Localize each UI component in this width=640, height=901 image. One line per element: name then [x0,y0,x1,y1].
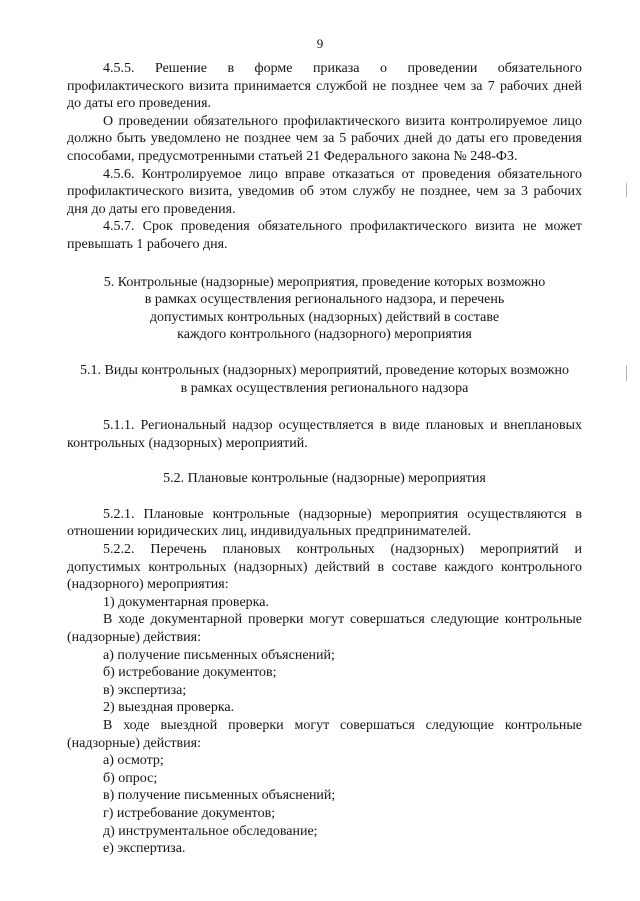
paragraph: 4.5.5. Решение в форме приказа о проведении обязательного профилактического визита принимается службой не позднее чем за 7 рабочих дней до даты его проведения. [67,61,582,112]
scan-edge-mark [626,183,627,197]
paragraph: 4.5.6. Контролируемое лицо вправе отказаться от проведения обязательного профилактического визита, уведомив об этом службу не позднее, чем за 3 рабочих дня до даты его проведения. [67,166,582,217]
list-item: в) получение письменных объяснений; [103,788,336,804]
list-item: а) получение письменных объяснений; [103,647,335,663]
field-check-intro: В ходе выездной проверки могут совершаться следующие контрольные (надзорные) действия: [67,718,582,751]
list-item-documentary-check: 1) документарная проверка. [103,594,269,610]
section-5-2-heading: 5.2. Плановые контрольные (надзорные) мероприятия [163,471,486,487]
list-item: г) истребование документов; [103,805,276,821]
list-item-field-check: 2) выездная проверка. [103,700,235,716]
paragraph-5-2-1: 5.2.1. Плановые контрольные (надзорные) мероприятия осуществляются в отношении юридических лиц, индивидуальных предпринимателей. [67,506,582,540]
list-item: в) экспертиза; [103,682,187,698]
paragraph: О проведении обязательного профилактического визита контролируемое лицо должно быть уведомлено не позднее чем за 5 рабочих дней до даты его проведения способами, предусмотренными статьей 21 Федерального закона № 248-ФЗ. [67,113,582,164]
list-item: е) экспертиза. [103,841,186,857]
page-number: 9 [316,36,324,51]
paragraph-5-1-1: 5.1.1. Региональный надзор осуществляется в виде плановых и внеплановых контрольных (надзорных) мероприятий. [67,418,582,451]
scan-edge-mark [626,365,627,381]
list-item: д) инструментальное обследование; [103,823,318,839]
paragraph-5-2-2: 5.2.2. Перечень плановых контрольных (надзорных) мероприятий и допустимых контрольных (надзорных) действий в составе каждого контрольного (надзорного) мероприятия: [67,542,582,593]
list-item: а) осмотр; [103,753,164,769]
list-item: б) истребование документов; [103,665,277,681]
paragraph: 4.5.7. Срок проведения обязательного профилактического визита не может превышать 1 рабочего дня. [67,219,582,252]
section-5-heading: 5. Контрольные (надзорные) мероприятия, проведение которых возможно в рамках осуществления регионального надзора, и перечень допустимых контрольных (надзорных) действий в составе каждого контрольного (надзорного) мероприятия [103,274,546,343]
list-item: б) опрос; [103,770,158,786]
documentary-check-intro: В ходе документарной проверки могут совершаться следующие контрольные (надзорные) действия: [67,612,582,646]
document-body [67,60,582,858]
section-5-1-heading: 5.1. Виды контрольных (надзорных) мероприятий, проведение которых возможно в рамках осуществления регионального надзора [80,362,569,396]
